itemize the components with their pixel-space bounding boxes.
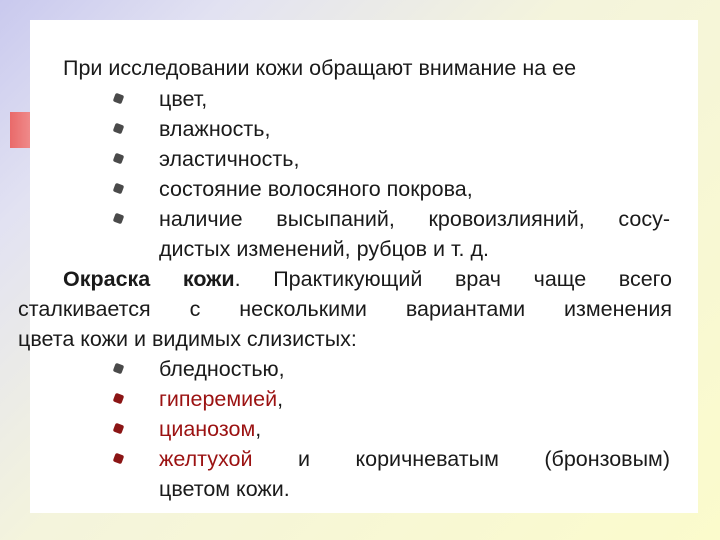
bullet-icon — [113, 213, 125, 225]
list-item: цианозом, — [30, 414, 698, 444]
list-item: влажность, — [30, 114, 698, 144]
list-item-continuation: цветом кожи. — [159, 477, 290, 501]
heading-line — [30, 53, 698, 83]
bullet-icon — [113, 453, 125, 465]
bullet-icon — [113, 93, 125, 105]
list-item: цвет, — [30, 84, 698, 114]
paragraph-line: Окраска кожи. Практикующий врач чаще всего — [63, 267, 672, 291]
highlighted-term: гиперемией — [159, 387, 278, 411]
bullet-icon — [113, 363, 125, 375]
list-item: желтухой и коричневатым (бронзовым) — [30, 444, 698, 474]
paragraph-line: сталкивается с несколькими вариантами изменения — [18, 297, 672, 321]
paragraph-line: цвета кожи и видимых слизистых: — [18, 327, 357, 351]
bullet-icon — [113, 153, 125, 165]
list-item: состояние волосяного покрова, — [30, 174, 698, 204]
list-item: бледностью, — [30, 354, 698, 384]
bullet-icon — [113, 393, 125, 405]
slide-content — [18, 20, 698, 513]
heading-text: При исследовании кожи обращают внимание на ее — [63, 56, 577, 80]
highlighted-term: цианозом — [159, 417, 256, 441]
list-item: эластичность, — [30, 144, 698, 174]
bullet-icon — [113, 183, 125, 195]
list-item: наличие высыпаний, кровоизлияний, сосу- — [30, 204, 698, 234]
bold-term: Окраска кожи — [63, 267, 235, 291]
list-item-continuation: дистых изменений, рубцов и т. д. — [159, 237, 489, 261]
highlighted-term: желтухой — [159, 447, 253, 471]
bullet-icon — [113, 423, 125, 435]
list-item: гиперемией, — [30, 384, 698, 414]
bullet-icon — [113, 123, 125, 135]
